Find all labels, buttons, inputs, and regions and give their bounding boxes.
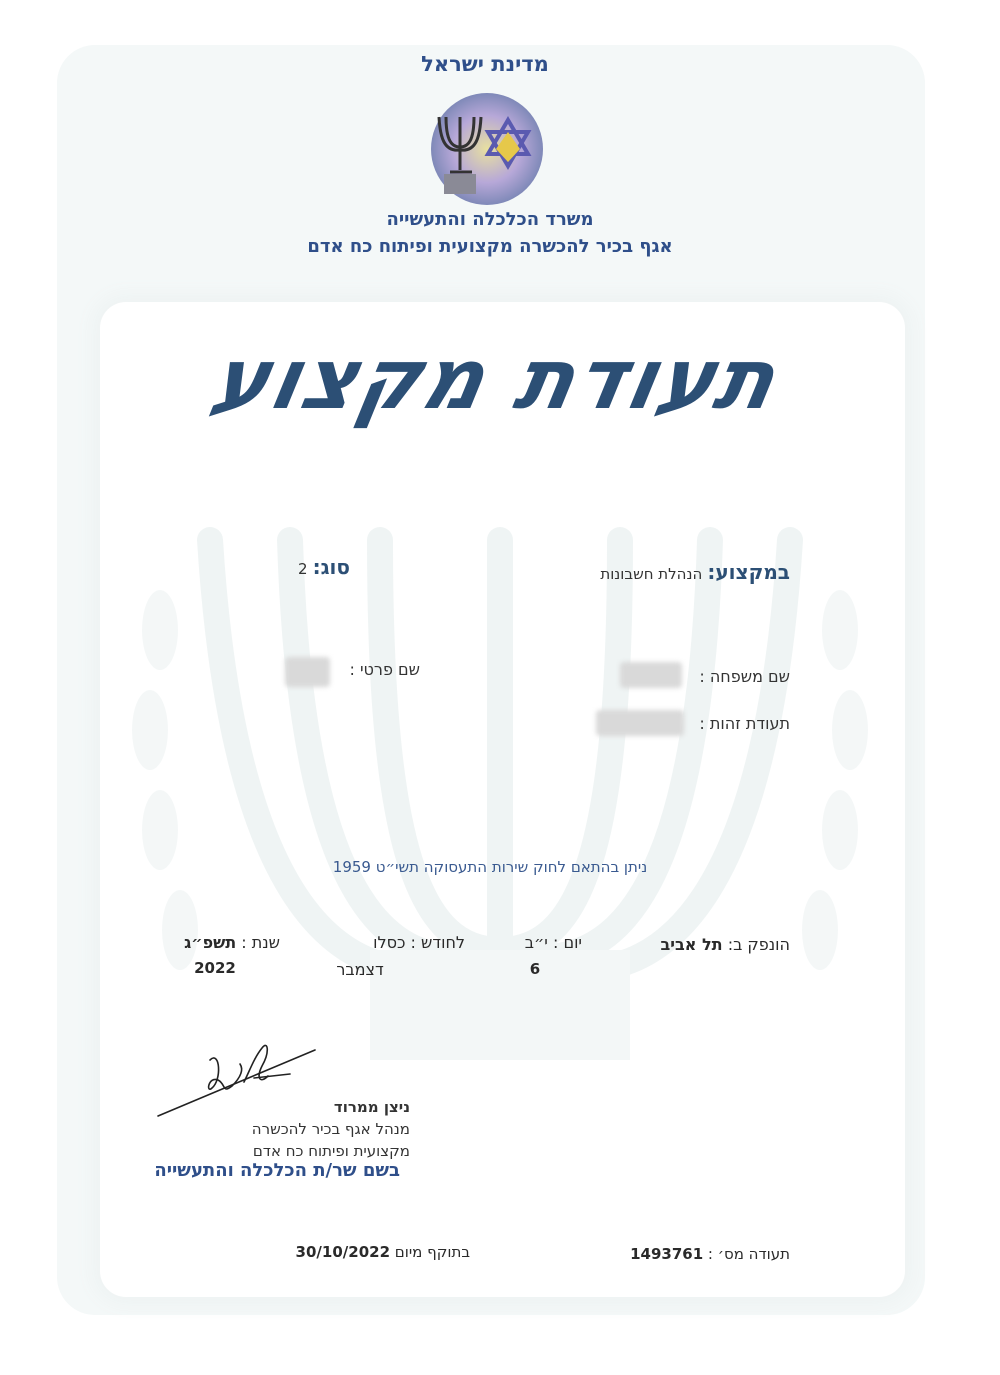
issued-year-hebrew: תשפ״ג [184, 933, 237, 952]
issued-month-label: לחודש : [410, 933, 465, 952]
issued-place [630, 935, 790, 954]
signer-block [120, 1096, 410, 1162]
signer-title-line1: מנהל אגף בכיר להכשרה [251, 1120, 410, 1138]
issued-day [500, 933, 582, 952]
valid-from [250, 1243, 470, 1261]
state-name: מדינת ישראל [421, 52, 549, 76]
certificate-number [600, 1245, 790, 1263]
issued-month-hebrew: כסלו [373, 933, 406, 952]
issued-day-hebrew: י״ב [524, 933, 548, 952]
issued-month-gregorian: דצמבר [336, 960, 384, 979]
valid-from-value: 30/10/2022 [295, 1243, 390, 1261]
issued-day-number: 6 [529, 960, 541, 978]
surname-redacted [620, 662, 682, 688]
issued-place-label: הונפק ב: [727, 935, 790, 954]
surname-label: שם משפחה : [699, 667, 790, 686]
profession-value: הנהלת חשבונות [600, 565, 703, 583]
certificate-title: תעודת מקצוע [203, 330, 787, 428]
id-label: תעודת זהות : [699, 714, 790, 733]
issued-year [170, 933, 280, 952]
law-reference: ניתן בהתאם לחוק שירות התעסוקה תשי״ט 1959 [332, 858, 648, 876]
id-redacted [596, 710, 684, 736]
valid-from-label: בתוקף מיום [394, 1243, 470, 1261]
signer-title-line2: מקצועית ופיתוח כח אדם [252, 1142, 410, 1160]
ministry-header [250, 206, 730, 260]
profession-label: במקצוע: [707, 560, 790, 584]
ministry-emblem-logo [430, 92, 544, 206]
issued-year-label: שנת : [241, 933, 280, 952]
grade-line [260, 555, 350, 579]
on-behalf-of-minister: בשם שר/ת הכלכלה והתעשייה [154, 1160, 400, 1181]
signer-name: ניצן ממרוד [333, 1098, 410, 1116]
first-name-redacted [285, 657, 330, 687]
certificate-number-label: תעודה מס׳ : [707, 1245, 790, 1263]
issued-day-label: יום : [552, 933, 582, 952]
ministry-name: משרד הכלכלה והתעשייה [386, 209, 594, 230]
certificate-number-value: 1493761 [630, 1245, 704, 1263]
grade-label: סוג: [312, 555, 350, 579]
grade-value: 2 [297, 560, 308, 578]
issued-year-number: 2022 [194, 959, 236, 977]
first-name-label: שם פרטי : [349, 660, 420, 679]
issued-month [340, 933, 465, 952]
issued-place-value: תל אביב [660, 935, 723, 954]
profession-line [520, 560, 790, 584]
division-name: אגף בכיר להכשרה מקצועית ופיתוח כח אדם [307, 236, 673, 257]
